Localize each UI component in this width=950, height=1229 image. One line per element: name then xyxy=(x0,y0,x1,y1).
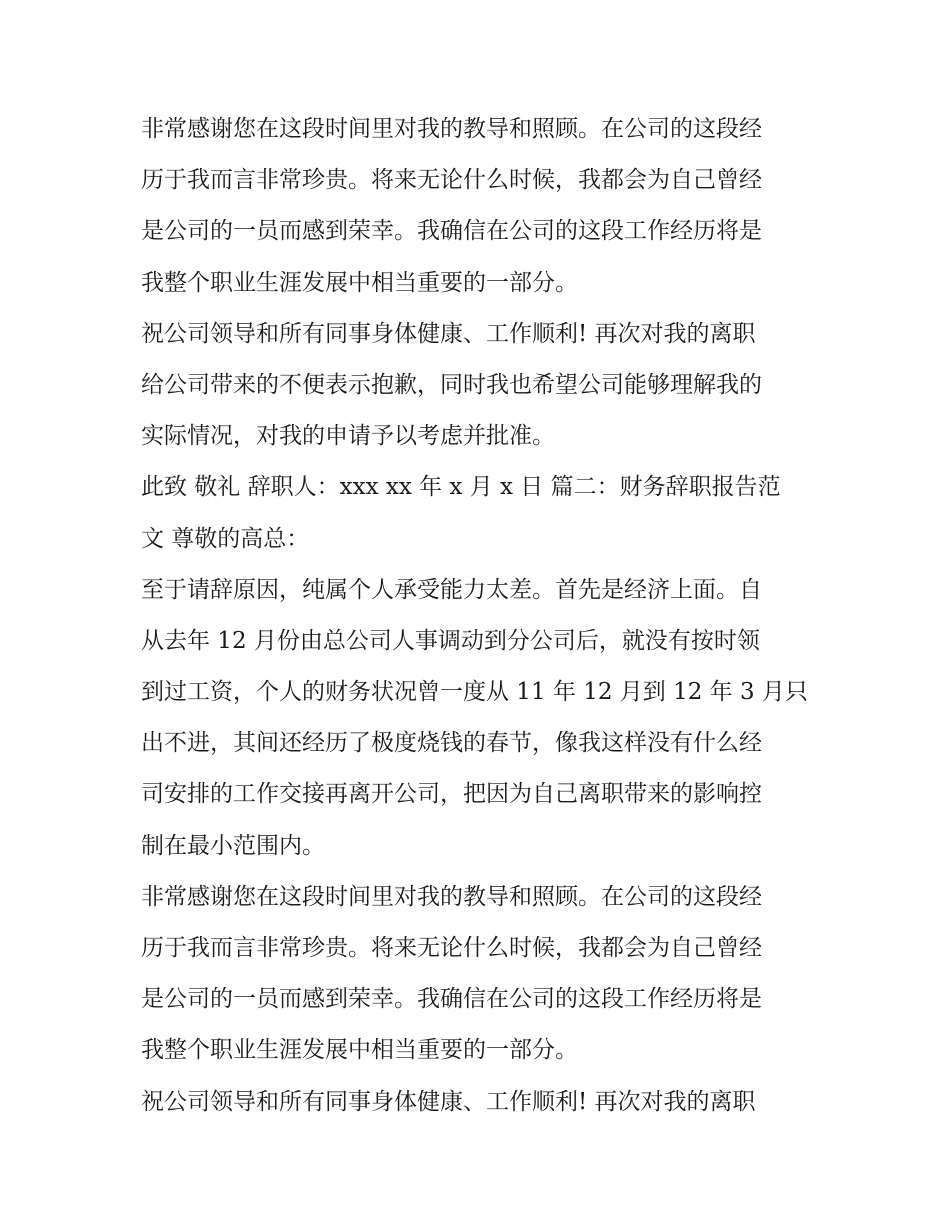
text-line: 祝公司领导和所有同事身体健康、工作顺利! 再次对我的离职 xyxy=(141,320,756,347)
text-line: 是公司的一员而感到荣幸。我确信在公司的这段工作经历将是 xyxy=(141,986,762,1013)
text-line: 司安排的工作交接再离开公司，把因为自己离职带来的影响控 xyxy=(141,781,762,808)
text-line: 此致 敬礼 辞职人：xxx xx 年 x 月 x 日 篇二：财务辞职报告范 xyxy=(141,474,781,501)
text-line: 是公司的一员而感到荣幸。我确信在公司的这段工作经历将是 xyxy=(141,218,762,245)
text-line: 从去年 12 月份由总公司人事调动到分公司后，就没有按时领 xyxy=(141,627,760,654)
text-line: 历于我而言非常珍贵。将来无论什么时候，我都会为自己曾经 xyxy=(141,167,762,194)
text-line: 祝公司领导和所有同事身体健康、工作顺利! 再次对我的离职 xyxy=(141,1088,756,1115)
text-line: 文 尊敬的高总： xyxy=(141,525,310,552)
text-line: 实际情况，对我的申请予以考虑并批准。 xyxy=(141,423,555,450)
text-line: 我整个职业生涯发展中相当重要的一部分。 xyxy=(141,1037,578,1064)
text-line: 历于我而言非常珍贵。将来无论什么时候，我都会为自己曾经 xyxy=(141,935,762,961)
text-line: 给公司带来的不便表示抱歉，同时我也希望公司能够理解我的 xyxy=(141,371,762,398)
text-line: 非常感谢您在这段时间里对我的教导和照顾。在公司的这段经 xyxy=(141,883,762,910)
text-line: 我整个职业生涯发展中相当重要的一部分。 xyxy=(141,269,578,296)
document-body xyxy=(141,104,821,1128)
text-line: 到过工资，个人的财务状况曾一度从 11 年 12 月到 12 年 3 月只 xyxy=(141,679,808,706)
text-line: 制在最小范围内。 xyxy=(141,832,325,859)
text-line: 出不进，其间还经历了极度烧钱的春节，像我这样没有什么经 xyxy=(141,730,762,757)
text-line: 至于请辞原因，纯属个人承受能力太差。首先是经济上面。自 xyxy=(141,576,762,603)
text-line: 非常感谢您在这段时间里对我的教导和照顾。在公司的这段经 xyxy=(141,116,762,142)
